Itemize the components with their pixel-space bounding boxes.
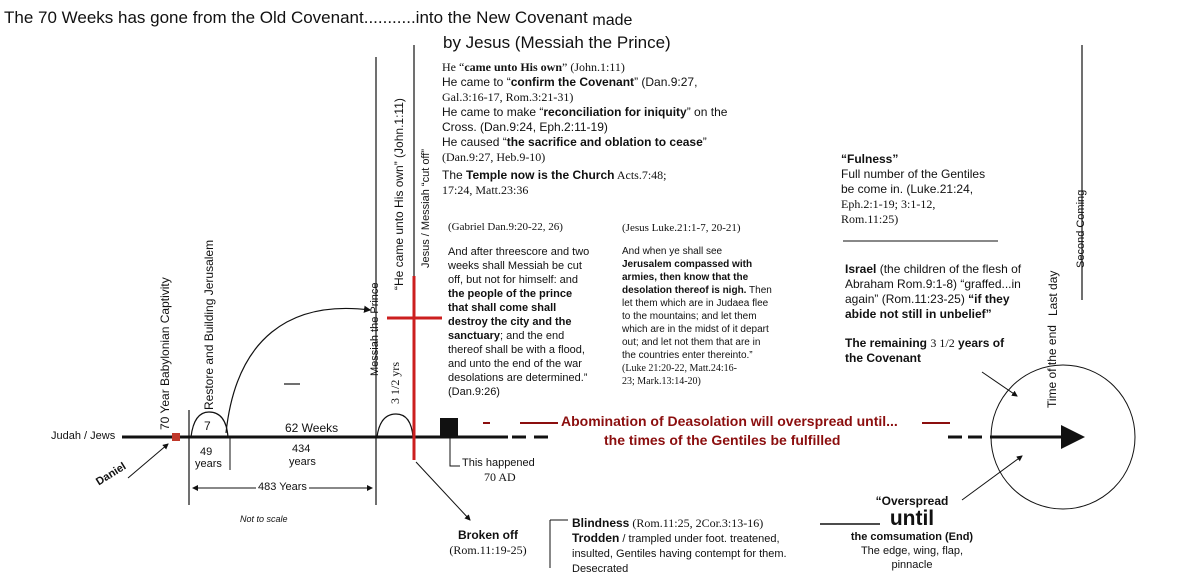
jesus-luke-quote: (Jesus Luke.21:1-7, 20-21) And when ye shall see Jerusalem compassed with armies, then know that the desolation thereof is nigh. Then let them which are in Judaea flee to the mountains; and let them which are in the midst of it depart out; and let not them that are in the countries enter thereinto.” (Luke 21:20-22, Matt.24:16- 23; Mark.13:14-20): [622, 222, 797, 388]
not-to-scale-label: Not to scale: [240, 514, 288, 524]
ad70-square: [440, 418, 458, 436]
prince-label: Messiah the Prince: [369, 282, 381, 376]
restore-to-prince-arrow: [226, 308, 370, 433]
broken-arrow: [416, 462, 470, 520]
captivity-marker: [172, 433, 180, 441]
daniel-label: Daniel: [94, 460, 129, 489]
blindness-note: Blindness (Rom.11:25, 2Cor.3:13-16) Trodden / trampled under foot. treatened, insulted, Gentiles having contempt for them. Desecrated: [572, 516, 787, 575]
judah-jews-label: Judah / Jews: [51, 430, 116, 442]
broken-off-note: Broken off (Rom.11:19-25): [449, 528, 527, 557]
captivity-label: 70 Year Babylonian Captivity: [158, 277, 172, 430]
gabriel-quote: (Gabriel Dan.9:20-22, 26) And after threescore and two weeks shall Messiah be cut off, but not for himself: and the people of the prince that shall come shall destroy the city and the sanctuary; and the end thereof shall be with a flood, and unto the end of the war desolations are determined.” (Dan.9:26): [448, 220, 608, 399]
israel-note: Israel (the children of the flesh of Abraham Rom.9:1-8) “graffed...in again” (Rom.11:23-25) “if they abide not still in unbelief”: [845, 262, 1022, 321]
came-unto-label: “He came unto His own” (John.1:11): [392, 98, 406, 290]
remaining-arrow: [982, 372, 1017, 396]
years-label-b: years: [289, 456, 316, 468]
messiah-block: He “came unto His own” (John.1:11) He came to “confirm the Covenant” (Dan.9:27, Gal.3:16-17, Rom.3:21-31) He came to make “reconciliation for iniquity” on the Cross. (Dan.9:24, Eph.2:11-19) He caused “the sacrifice and oblation to cease” (Dan.9:27, Heb.9-10) The Temple now is the Church Acts.7:48; 17:24, Matt.23:36: [442, 60, 728, 197]
three-half-years-label: 3 1/2 yrs: [388, 362, 402, 404]
overspread-note: “Overspread until the comsumation (End) The edge, wing, flap, pinnacle: [850, 494, 974, 571]
half-week-arch: [377, 414, 413, 437]
years-label-a: years: [195, 458, 222, 470]
seven-weeks-label: 7: [204, 419, 211, 433]
four34-label: 434: [292, 443, 311, 455]
happened-label: This happened: [462, 457, 535, 469]
abomination-line1: Abomination of Deasolation will overspread until...: [561, 413, 898, 429]
forty-nine-label: 49: [200, 446, 213, 458]
ad70-label: 70 AD: [484, 470, 516, 484]
time-of-end-label: Time of the end: [1045, 325, 1059, 408]
ad70-pointer: [450, 438, 460, 466]
remaining-note: The remaining 3 1/2 years of the Covenant: [845, 336, 1005, 365]
title-line2: by Jesus (Messiah the Prince): [443, 33, 671, 52]
fulness-note: “Fulness” Full number of the Gentiles be come in. (Luke.21:24, Eph.2:1-19; 3:1-12, Rom.11:25): [841, 152, 986, 226]
last-day-label: Last day: [1046, 270, 1060, 316]
cut-off-label: Jesus / Messiah “cut off”: [420, 148, 432, 268]
abomination-line2: the times of the Gentiles be fulfilled: [604, 432, 841, 448]
luke-heading: (Jesus Luke.21:1-7, 20-21): [622, 222, 741, 234]
daniel-arrow: [128, 444, 168, 478]
restore-label: Restore and Building Jerusalem: [202, 239, 216, 410]
sixty-two-weeks-label: 62 Weeks: [285, 421, 339, 435]
gabriel-heading: (Gabriel Dan.9:20-22, 26): [448, 221, 563, 233]
second-coming-label: Second Coming: [1075, 189, 1087, 268]
page-title: [4, 8, 632, 28]
span-483-label: 483 Years: [258, 481, 307, 493]
title-line1: The 70 Weeks has gone from the Old Covenant...........into the New Covenant: [4, 8, 588, 27]
title-made: made: [592, 12, 633, 29]
